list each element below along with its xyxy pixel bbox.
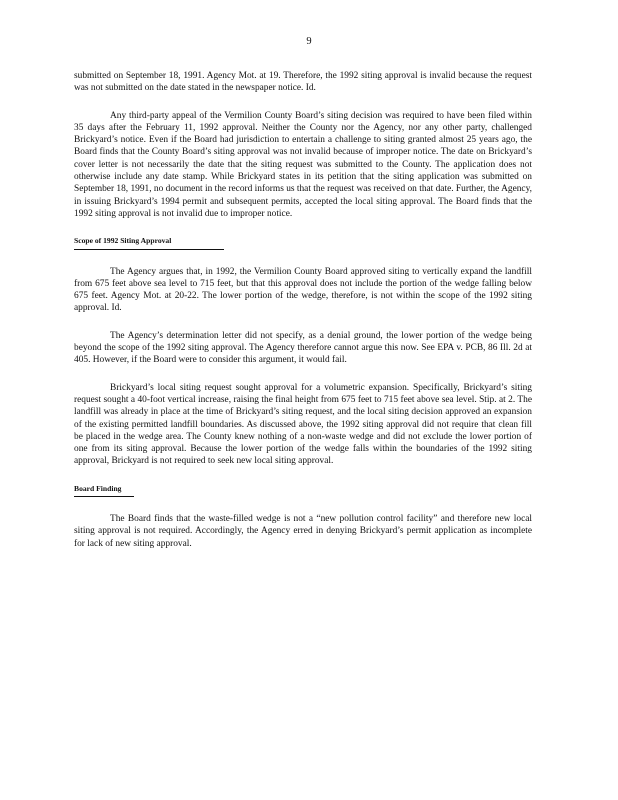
page-number: 9 [306,36,312,47]
document-body [74,70,532,565]
paragraph-agency-argues: The Agency argues that, in 1992, the Vermilion County Board approved siting to vertically expand the landfill from 675 feet above sea level to 715 feet, but that this approval does not include the portion of the wedge falling below 675 feet. Agency Mot. at 20-22. The lower portion of the wedge, therefore, is not within the scope of the 1992 siting approval. Id. [74,266,532,314]
paragraph-determination-letter: The Agency’s determination letter did not specify, as a denial ground, the lower portion of the wedge being beyond the scope of the 1992 siting approval. The Agency therefore cannot argue this now. See EPA v. PCB, 86 Ill. 2d at 405. However, if the Board were to consider this argument, it would fail. [74,330,532,366]
section-heading-board-finding: Board Finding [74,483,134,497]
paragraph-third-party-appeal: Any third-party appeal of the Vermilion County Board’s siting decision was required to have been filed within 35 days after the February 11, 1992 approval. Neither the County nor the Agency, nor any other party, challenged Brickyard’s notice. Even if the Board had jurisdiction to entertain a challenge to siting granted almost 25 years ago, the Board finds that the County Board’s siting approval was not invalid because of improper notice. The date on Brickyard’s cover letter is not necessarily the date that the siting request was submitted to the County. The application does not otherwise include any date stamp. While Brickyard states in its petition that the siting application was submitted on September 18, 1991, no document in the record informs us that the request was received on that date. Further, the Agency, in issuing Brickyard’s 1994 permit and subsequent permits, accepted the local siting approval. The Board finds that the 1992 siting approval is not invalid due to improper notice. [74,110,532,219]
paragraph-notice-conclusion: submitted on September 18, 1991. Agency Mot. at 19. Therefore, the 1992 siting approval is invalid because the request was not submitted on the date stated in the newspaper notice. Id. [74,71,532,94]
section-heading-scope: Scope of 1992 Siting Approval [74,235,224,249]
paragraph-local-siting-request: Brickyard’s local siting request sought approval for a volumetric expansion. Specifically, Brickyard’s siting request sought a 40-foot vertical increase, raising the final height from 675 feet to 715 feet above sea level. Stip. at 2. The landfill was already in place at the time of Brickyard’s siting request, and the local siting decision approved an expansion of the existing permitted landfill boundaries. As discussed above, the 1992 siting approval did not require that clean fill be placed in the wedge area. The County knew nothing of a non-waste wedge and did not exclude the lower portion of one from its siting approval. Because the lower portion of the wedge falls within the boundaries of the 1992 siting approval, Brickyard is not required to seek new local siting approval. [74,382,532,467]
paragraph-board-finding: The Board finds that the waste-filled wedge is not a “new pollution control facility” and therefore new local siting approval is not required. Accordingly, the Agency erred in denying Brickyard’s permit application as incomplete for lack of new siting approval. [74,514,532,549]
